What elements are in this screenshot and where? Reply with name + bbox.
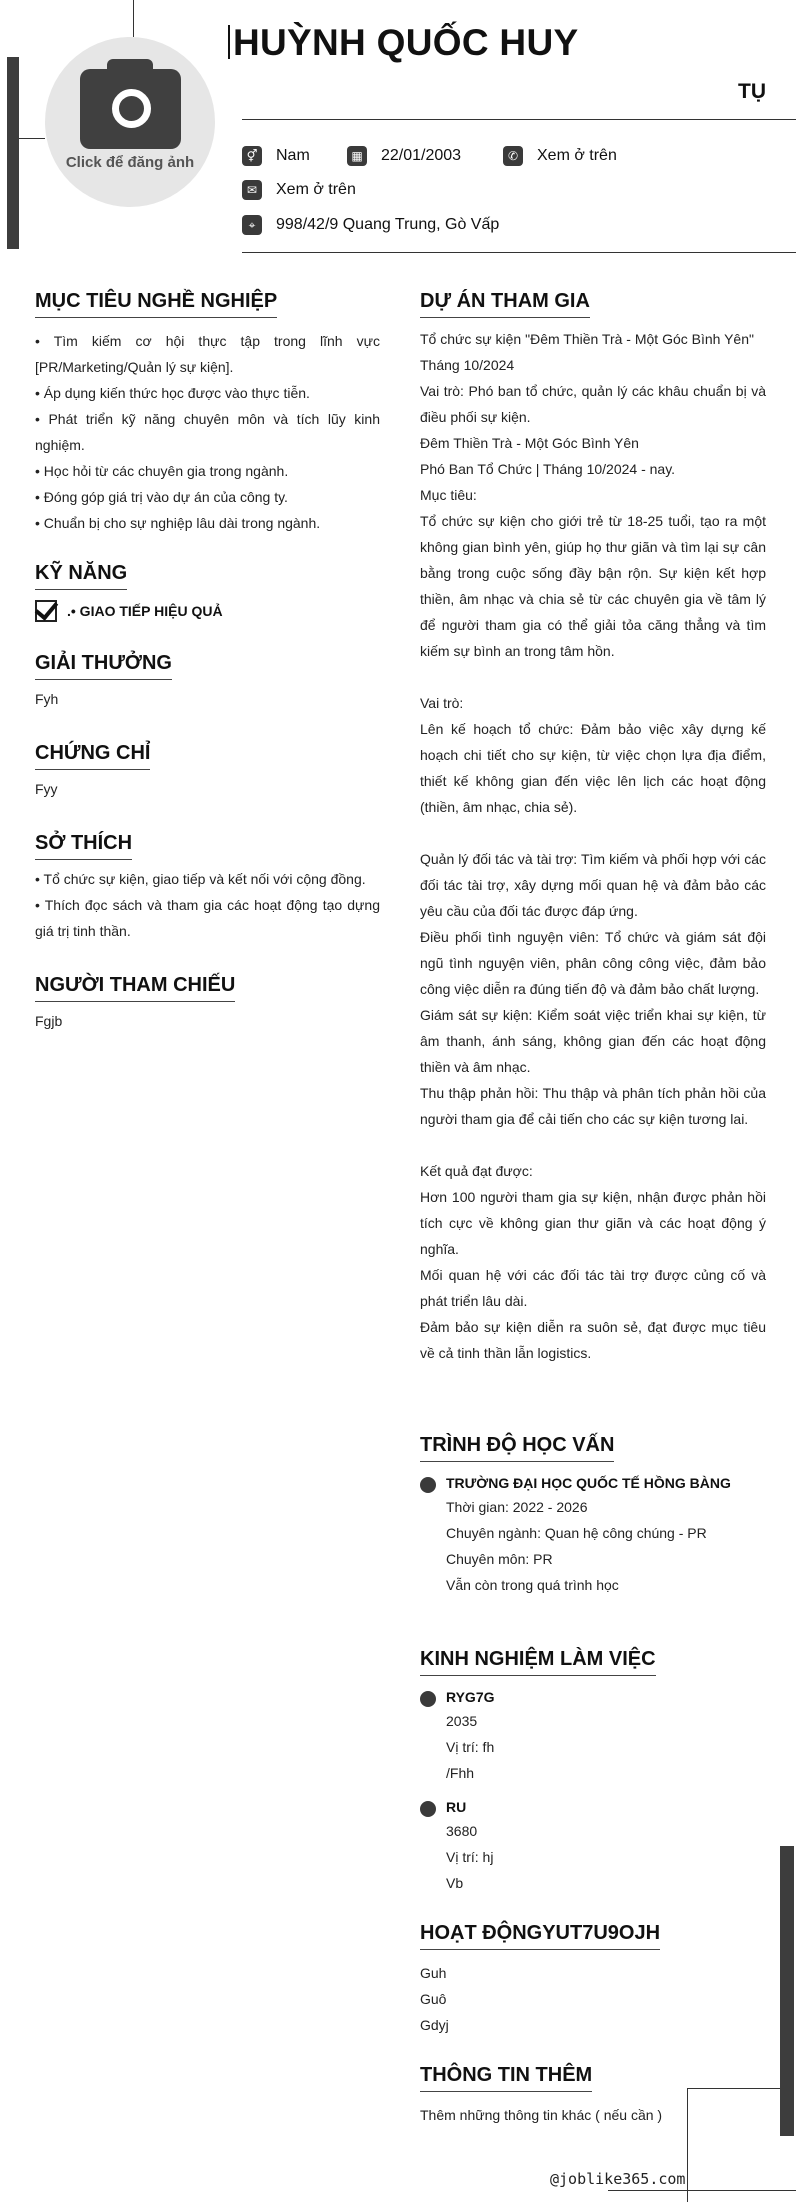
education-line: Thời gian: 2022 - 2026 (446, 1499, 588, 1515)
camera-lens (112, 89, 151, 128)
activities-section (420, 1922, 766, 2038)
objective-item: • Phát triển kỹ năng chuyên môn và tích lũy kinh nghiệm. (35, 411, 380, 453)
full-name[interactable] (228, 22, 578, 64)
hobby-item: • Tổ chức sự kiện, giao tiếp và kết nối với cộng đồng. (35, 871, 366, 887)
experience-title: KINH NGHIỆM LÀM VIỆC (420, 1648, 656, 1676)
projects-section (420, 290, 766, 1366)
info-phone (503, 146, 617, 166)
right-column (420, 290, 766, 2128)
header-divider (242, 119, 796, 120)
info-address (242, 215, 499, 235)
info-birthday (347, 146, 461, 166)
project-line: Quản lý đối tác và tài trợ: Tìm kiếm và phối hợp với các đối tác tài trợ, xây dựng mối quan hệ và đảm bảo các yêu cầu của đối tác được đáp ứng. (420, 851, 766, 919)
project-line: Tổ chức sự kiện cho giới trẻ từ 18-25 tuổi, tạo ra một không gian bình yên, giúp họ thư giãn và tìm lại sự cân bằng trong cuộc sống đầy bận rộn. Sự kiện kết hợp thiền, âm nhạc và chia sẻ từ các chuyên gia về tâm lý để người tham gia có thể giải tỏa căng thẳng và tìm kiếm sự bình an trong tâm hồn. (420, 513, 766, 659)
project-spacer (420, 1132, 766, 1158)
education-title: TRÌNH ĐỘ HỌC VẤN (420, 1434, 614, 1462)
education-section (420, 1434, 766, 1598)
left-column (35, 290, 380, 1034)
project-line: Đảm bảo sự kiện diễn ra suôn sẻ, đạt được mục tiêu về cả tinh thần lẫn logistics. (420, 1319, 766, 1361)
decor-bar-right (780, 1846, 794, 2136)
skill-item[interactable] (35, 600, 380, 622)
experience-details (446, 1818, 766, 1896)
experience-details (446, 1708, 766, 1786)
project-line: Đêm Thiền Trà - Một Góc Bình Yên (420, 435, 639, 451)
education-entry[interactable] (420, 1472, 766, 1598)
avatar-upload[interactable] (45, 37, 215, 207)
company-name: RYG7G (446, 1689, 495, 1705)
gender-value[interactable]: Nam (276, 147, 310, 164)
objective-title: MỤC TIÊU NGHỀ NGHIỆP (35, 290, 277, 318)
watermark: @joblike365.com (550, 2170, 686, 2188)
experience-entry[interactable] (420, 1796, 766, 1896)
project-line: Vai trò: (420, 695, 464, 711)
more-info-title: THÔNG TIN THÊM (420, 2064, 592, 2092)
education-details (446, 1494, 766, 1598)
check-icon (35, 596, 58, 620)
experience-line: Vb (446, 1875, 464, 1891)
project-line: Mối quan hệ với các đối tác tài trợ được củng cố và phát triển lâu dài. (420, 1267, 766, 1309)
project-line: Mục tiêu: (420, 487, 477, 503)
project-line: Lên kế hoạch tổ chức: Đảm bảo việc xây dựng kế hoạch chi tiết cho sự kiện, từ việc chọn lựa địa điểm, thiết kế không gian đến việc lên lịch các hoạt động (thiền, âm nhạc, chia sẻ). (420, 721, 766, 815)
bullet-dot (420, 1801, 436, 1817)
email-value[interactable]: Xem ở trên (276, 181, 356, 198)
experience-line: 2035 (446, 1713, 478, 1729)
objective-item: • Áp dụng kiến thức học được vào thực tiễn. (35, 385, 310, 401)
more-info-section (420, 2064, 766, 2128)
phone-value[interactable]: Xem ở trên (537, 147, 617, 164)
project-line: Tháng 10/2024 (420, 357, 515, 373)
project-spacer (420, 664, 766, 690)
awards-content[interactable]: Fyh (35, 691, 59, 707)
certificates-content[interactable]: Fyy (35, 781, 58, 797)
hobby-item: • Thích đọc sách và tham gia các hoạt động tạo dựng giá trị tinh thần. (35, 897, 380, 939)
project-line: Phó Ban Tổ Chức | Tháng 10/2024 - nay. (420, 461, 676, 477)
experience-section (420, 1648, 766, 1896)
hobbies-section (35, 832, 380, 944)
location-icon: ⌖ (242, 215, 262, 235)
decor-line (608, 2190, 796, 2191)
bullet-dot (420, 1691, 436, 1707)
experience-line: Vị trí: fh (446, 1739, 495, 1755)
hobbies-content[interactable] (35, 866, 380, 944)
experience-entry[interactable] (420, 1686, 766, 1786)
awards-title: GIẢI THƯỞNG (35, 652, 172, 680)
project-line: Giám sát sự kiện: Kiểm soát việc triển khai sự kiện, từ âm thanh, ánh sáng, không gian đến các hoạt động thiền và âm nhạc. (420, 1007, 766, 1075)
email-icon: ✉ (242, 180, 262, 200)
experience-line: Vị trí: hj (446, 1849, 494, 1865)
decor-bar-left (7, 57, 19, 249)
skills-section (35, 562, 380, 622)
project-spacer (420, 820, 766, 846)
education-line: Chuyên ngành: Quan hệ công chúng - PR (446, 1525, 707, 1541)
project-line: Tổ chức sự kiện "Đêm Thiền Trà - Một Góc Bình Yên" (420, 331, 754, 347)
more-info-content[interactable]: Thêm những thông tin khác ( nếu cần ) (420, 2107, 663, 2123)
gender-icon: ⚥ (242, 146, 262, 166)
awards-section (35, 652, 380, 712)
decor-line (133, 0, 134, 37)
project-line: Vai trò: Phó ban tổ chức, quản lý các khâu chuẩn bị và điều phối sự kiện. (420, 383, 766, 425)
address-value[interactable]: 998/42/9 Quang Trung, Gò Vấp (276, 216, 500, 233)
experience-line: 3680 (446, 1823, 478, 1839)
objective-section (35, 290, 380, 536)
skill-checkbox[interactable] (35, 600, 57, 622)
hobbies-title: SỞ THÍCH (35, 832, 132, 860)
references-section (35, 974, 380, 1034)
certificates-title: CHỨNG CHỈ (35, 742, 150, 770)
experience-line: /Fhh (446, 1765, 475, 1781)
info-gender (242, 146, 310, 166)
decor-line (19, 138, 45, 139)
activities-title: HOẠT ĐỘNGYUT7U9OJH (420, 1922, 660, 1950)
education-line: Vẫn còn trong quá trình học (446, 1577, 619, 1593)
job-position[interactable]: TỤ (738, 80, 766, 103)
activity-line: Gdyj (420, 2017, 449, 2033)
project-line: Kết quả đạt được: (420, 1163, 533, 1179)
activity-line: Guh (420, 1965, 447, 1981)
project-line: Hơn 100 người tham gia sự kiện, nhận được phản hồi tích cực về không gian thư giãn và các hoạt động ý nghĩa. (420, 1189, 766, 1257)
school-name: TRƯỜNG ĐẠI HỌC QUỐC TẾ HỒNG BÀNG (446, 1475, 731, 1491)
objective-item: • Học hỏi từ các chuyên gia trong ngành. (35, 463, 289, 479)
objective-content[interactable] (35, 328, 380, 536)
bullet-dot (420, 1477, 436, 1493)
project-line: Điều phối tình nguyện viên: Tổ chức và giám sát đội ngũ tình nguyện viên, phân công công việc, đảm bảo công việc diễn ra đúng tiến độ và đảm bảo chất lượng. (420, 929, 766, 997)
phone-icon: ✆ (503, 146, 523, 166)
text-caret (228, 25, 230, 59)
skills-title: KỸ NĂNG (35, 562, 127, 590)
skill-label: .• GIAO TIẾP HIỆU QUẢ (67, 603, 223, 619)
objective-item: • Tìm kiếm cơ hội thực tập trong lĩnh vực [PR/Marketing/Quản lý sự kiện]. (35, 333, 380, 375)
projects-content[interactable] (420, 326, 766, 1366)
education-line: Chuyên môn: PR (446, 1551, 553, 1567)
activity-line: Guô (420, 1991, 447, 2007)
avatar-caption: Click để đăng ảnh (65, 154, 195, 171)
birthday-value[interactable]: 22/01/2003 (381, 147, 462, 164)
references-title: NGƯỜI THAM CHIẾU (35, 974, 235, 1002)
objective-item: • Chuẩn bị cho sự nghiệp lâu dài trong ngành. (35, 515, 321, 531)
company-name: RU (446, 1799, 467, 1815)
info-email (242, 180, 356, 200)
info-divider (242, 252, 796, 253)
certificates-section (35, 742, 380, 802)
activities-content[interactable] (420, 1960, 766, 2038)
calendar-icon: ▦ (347, 146, 367, 166)
objective-item: • Đóng góp giá trị vào dự án của công ty. (35, 489, 288, 505)
projects-title: DỰ ÁN THAM GIA (420, 290, 590, 318)
full-name-text: HUỲNH QUỐC HUY (233, 22, 579, 63)
project-line: Thu thập phản hồi: Thu thập và phân tích phản hồi của người tham gia để cải tiến cho các sự kiện tương lai. (420, 1085, 766, 1127)
references-content[interactable]: Fgjb (35, 1013, 63, 1029)
